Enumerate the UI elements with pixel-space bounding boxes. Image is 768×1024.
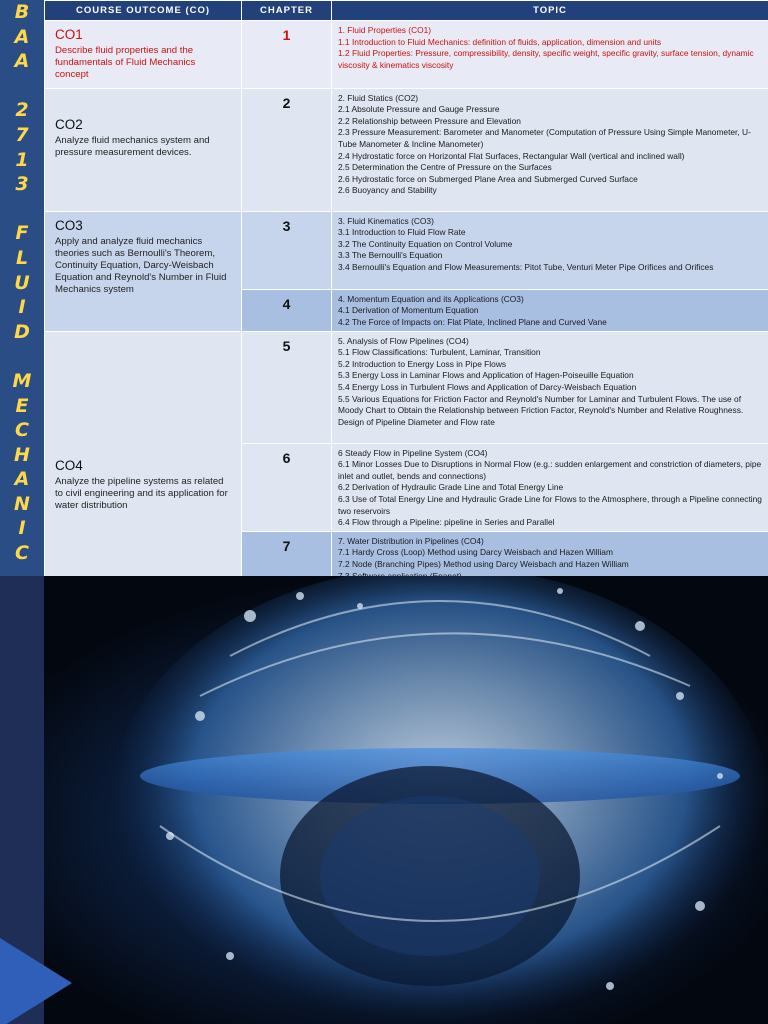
topic-line: 1.2 Fluid Properties: Pressure, compressibility, density, specific weight, specific gravity, surface tension, dynamic viscosity & kinematics viscosity: [338, 48, 754, 70]
topic-line: 3. Fluid Kinematics (CO3): [338, 215, 434, 226]
topic-line: 5.2 Introduction to Energy Loss in Pipe Flows: [338, 358, 507, 369]
title-letter: C: [15, 542, 29, 565]
topic-line: 1. Fluid Properties (CO1): [338, 25, 432, 35]
topic-line: 5.3 Energy Loss in Laminar Flows and Application of Hagen-Poiseuille Equation: [338, 370, 634, 381]
topic-line: 7.2 Node (Branching Pipes) Method using Darcy Weisbach and Hazen William: [338, 558, 629, 569]
topic-line: 2.1 Absolute Pressure and Gauge Pressure: [338, 104, 500, 115]
topic-line: 2.5 Determination the Centre of Pressure on the Surfaces: [338, 162, 552, 173]
topic-line: 6.3 Use of Total Energy Line and Hydraulic Grade Line for Flows to the Atmosphere, through a Pipeline connecting two reservoirs: [338, 493, 762, 516]
chapter-number: 7: [242, 531, 332, 584]
topic-line: 2.3 Pressure Measurement: Barometer and Manometer (Computation of Pressure Using Simple Manometer, U-Tube Manometer & Incline Manometer): [338, 127, 751, 149]
chapter-number: 6: [242, 443, 332, 531]
header-topic: TOPIC: [332, 1, 768, 21]
header-chapter: CHAPTER: [242, 1, 332, 21]
title-letter: 7: [15, 123, 29, 146]
topic-line: 5.5 Various Equations for Friction Factor and Reynold's Number for Laminar and Turbulent Flows. The use of Moody Chart to Obtain the Relationship between Friction Factor, Reynold's Number and Relative Roughness.: [338, 393, 744, 416]
co4-cell: [45, 331, 242, 585]
topic-line: 2.4 Hydrostatic force on Horizontal Flat Surfaces, Rectangular Wall (vertical and inclined wall): [338, 150, 685, 161]
title-letter: A: [14, 25, 30, 48]
topic-line: 3.1 Introduction to Fluid Flow Rate: [338, 227, 466, 238]
title-letter: A: [14, 50, 30, 73]
topic-line: 7.1 Hardy Cross (Loop) Method using Darcy Weisbach and Hazen William: [338, 547, 613, 558]
topic-line: 6.2 Derivation of Hydraulic Grade Line and Total Energy Line: [338, 482, 564, 493]
table-row: [45, 331, 768, 443]
header-course-outcome: COURSE OUTCOME (CO): [45, 1, 242, 21]
topic-line: 2. Fluid Statics (CO2): [338, 92, 419, 103]
title-letter: D: [14, 320, 30, 343]
title-letter: 2: [15, 99, 29, 122]
chapter-number: 3: [242, 211, 332, 289]
co-code: CO2: [55, 116, 83, 132]
topic-line: Design of Pipeline Diameter and Flow rate: [338, 416, 495, 427]
title-letter: I: [18, 517, 26, 540]
table-row: [45, 21, 768, 89]
topic-line: 4.2 The Force of Impacts on: Flat Plate, Inclined Plane and Curved Vane: [338, 316, 607, 327]
co3-cell: [45, 211, 242, 331]
title-letter: C: [15, 419, 29, 442]
topic-cell: [332, 443, 768, 531]
title-letter: F: [15, 222, 29, 245]
topic-line: 6 Steady Flow in Pipeline System (CO4): [338, 447, 488, 458]
title-letter: B: [14, 1, 30, 23]
topic-cell: [332, 331, 768, 443]
topic-line: 3.4 Bernoulli's Equation and Flow Measurements: Pitot Tube, Venturi Meter Pipe Orifices and Orifices: [338, 261, 714, 272]
chapter-number: 4: [242, 289, 332, 331]
topic-line: 6.1 Minor Losses Due to Disruptions in Normal Flow (e.g.: sudden enlargement and constriction of diameters, pipe inlet and outlet, bends and connections): [338, 459, 762, 481]
chapter-number: 1: [242, 21, 332, 89]
co1-cell: [45, 21, 242, 89]
table-row: [45, 211, 768, 289]
chapter-number: 5: [242, 331, 332, 443]
title-letter: M: [12, 369, 32, 392]
title-letter: H: [14, 443, 30, 466]
co-description: Apply and analyze fluid mechanics theories such as Bernoulli's Theorem, Continuity Equation, Darcy-Weisbach Equation and Reynold's Number in Fluid Mechanics system: [55, 235, 227, 296]
topic-cell: [332, 289, 768, 331]
title-letter: 3: [15, 173, 29, 196]
co2-cell: [45, 88, 242, 211]
topic-line: 3.3 The Bernoulli's Equation: [338, 250, 443, 261]
course-outcome-table: [44, 0, 768, 585]
topic-cell: [332, 21, 768, 89]
co-description: Analyze fluid mechanics system and pressure measurement devices.: [55, 134, 210, 158]
topic-line: 2.2 Relationship between Pressure and Elevation: [338, 115, 521, 126]
topic-line: 4.1 Derivation of Momentum Equation: [338, 305, 479, 316]
title-letter: A: [14, 468, 30, 491]
co-description: Describe fluid properties and the fundamentals of Fluid Mechanics concept: [55, 45, 196, 81]
topic-line: 2.6 Hydrostatic force on Submerged Plane Area and Submerged Curved Surface: [338, 173, 638, 184]
topic-cell: [332, 88, 768, 211]
topic-line: 5.1 Flow Classifications: Turbulent, Laminar, Transition: [338, 347, 541, 358]
water-splash-image: [0, 576, 768, 1024]
topic-cell: [332, 211, 768, 289]
topic-line: 3.2 The Continuity Equation on Control Volume: [338, 238, 513, 249]
co-code: CO3: [55, 217, 83, 233]
topic-line: 1.1 Introduction to Fluid Mechanics: definition of fluids, application, dimension and units: [338, 36, 662, 47]
chapter-number: 2: [242, 88, 332, 211]
topic-line: 5. Analysis of Flow Pipelines (CO4): [338, 335, 469, 346]
topic-line: 5.4 Energy Loss in Turbulent Flows and Application of Darcy-Weisbach Equation: [338, 381, 637, 392]
title-letter: E: [15, 394, 29, 417]
table-row: [45, 88, 768, 211]
title-letter: U: [14, 271, 30, 294]
water-splash-graphic: [0, 576, 768, 1024]
table-header-row: [45, 1, 768, 21]
title-letter: L: [15, 246, 29, 269]
title-letter: 1: [15, 148, 29, 171]
title-letter: I: [18, 296, 26, 319]
topic-line: 6.4 Flow through a Pipeline: pipeline in Series and Parallel: [338, 517, 555, 528]
vertical-course-title: [0, 0, 44, 576]
title-letter: N: [14, 492, 30, 515]
co-code: CO1: [55, 27, 83, 42]
arrow-decoration-icon: [0, 938, 72, 1024]
topic-line: 2.6 Buoyancy and Stability: [338, 185, 437, 196]
co-code: CO4: [55, 457, 83, 473]
topic-line: 4. Momentum Equation and its Applications (CO3): [338, 293, 524, 304]
co-description: Analyze the pipeline systems as related to civil engineering and its application for water distribution: [55, 475, 228, 512]
topic-line: 7. Water Distribution in Pipelines (CO4): [338, 535, 484, 546]
